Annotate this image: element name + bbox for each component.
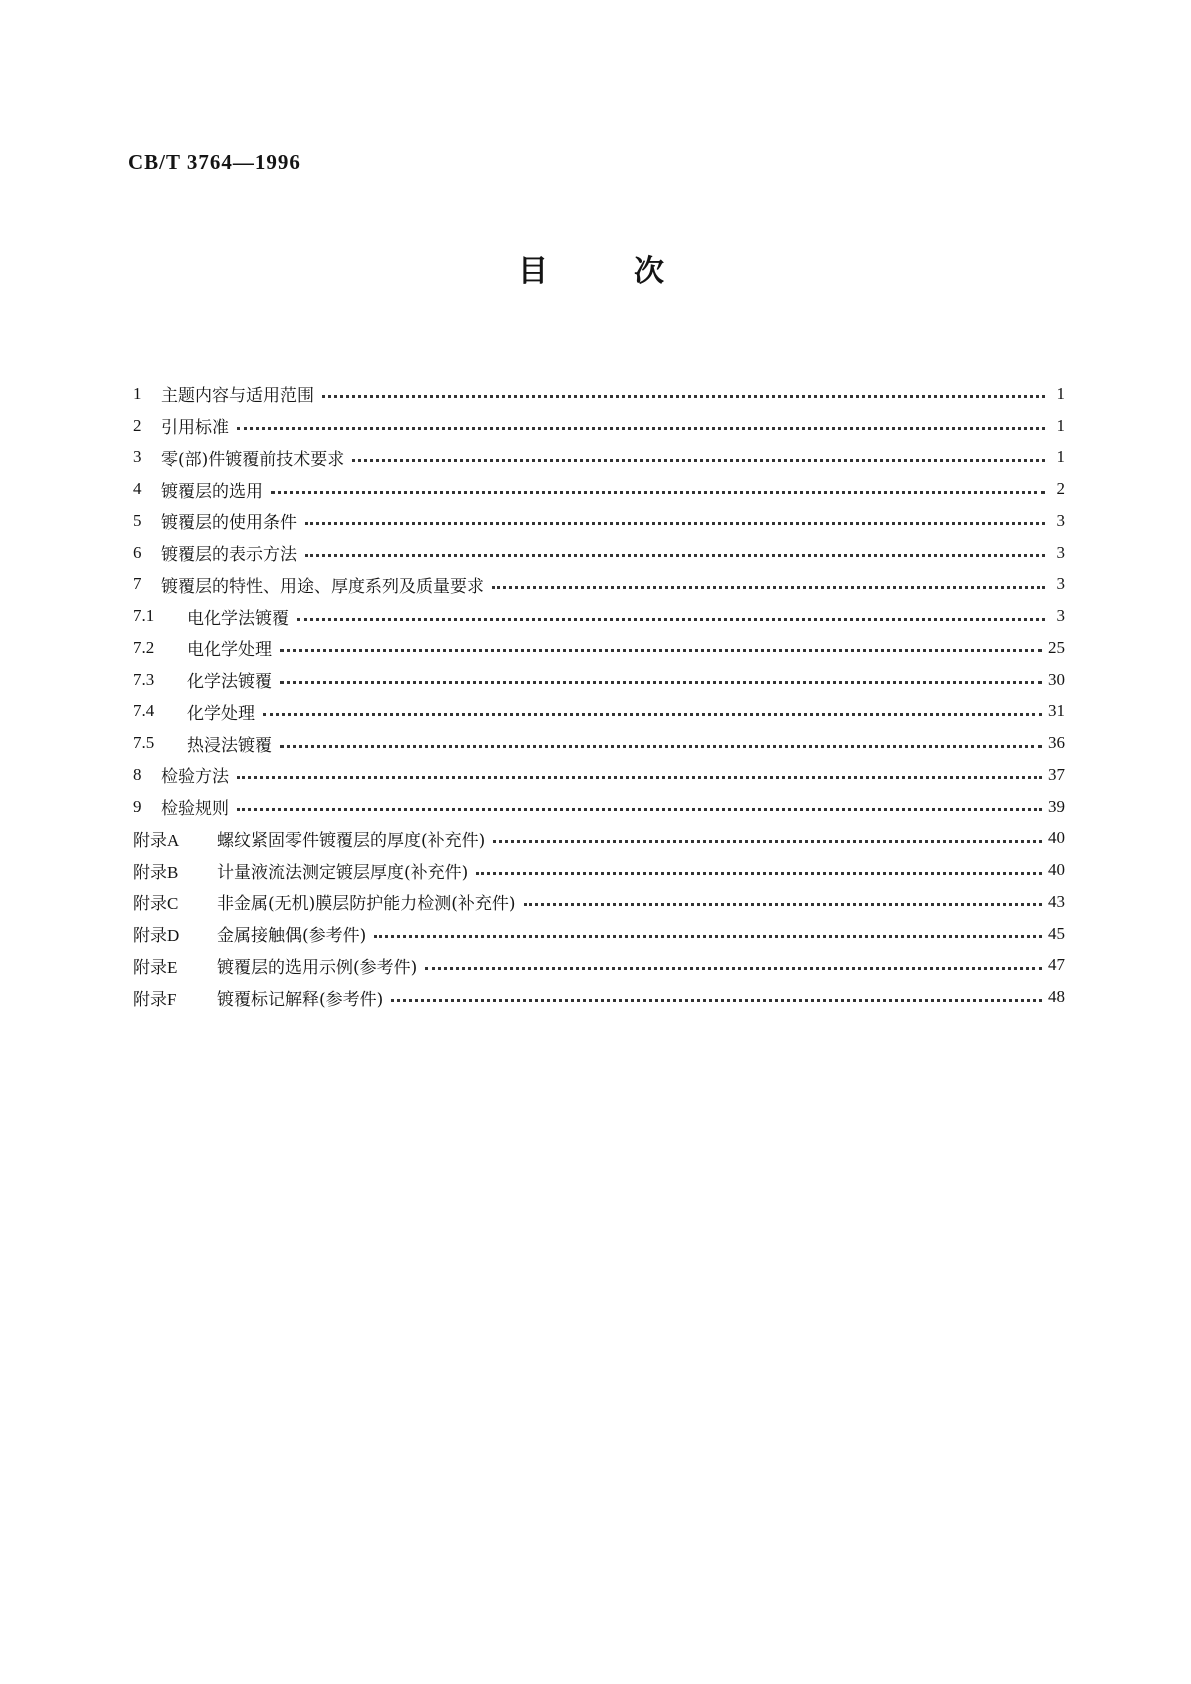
standard-number: CB/T 3764—1996	[128, 150, 301, 174]
toc-entry[interactable]	[133, 410, 1065, 442]
toc-entry-title: 螺纹紧固零件镀覆层的厚度(补充件)	[217, 830, 486, 851]
toc-entry[interactable]	[133, 600, 1065, 632]
toc-entry-number: 附录B	[133, 862, 179, 882]
toc-entry-page: 3	[1056, 606, 1065, 626]
toc-entry-number: 7	[133, 574, 142, 594]
toc-leader-dots	[280, 681, 1042, 684]
toc-entry-title: 化学法镀覆	[187, 672, 272, 693]
toc-entry[interactable]	[133, 378, 1065, 410]
toc-entry-page: 36	[1048, 733, 1065, 753]
toc-entry[interactable]	[133, 442, 1065, 474]
toc-entry-title: 检验方法	[161, 767, 229, 788]
toc-entry-page: 2	[1056, 479, 1065, 499]
toc-entry-page: 43	[1048, 891, 1065, 911]
toc-entry-title: 镀覆层的选用示例(参考件)	[217, 957, 418, 978]
toc-entry-page: 3	[1056, 510, 1065, 530]
toc-entry-page: 39	[1048, 796, 1065, 816]
toc-entry-page: 48	[1048, 987, 1065, 1007]
toc-entry-title: 镀覆层的使用条件	[161, 513, 297, 534]
toc-entry-page: 1	[1056, 415, 1065, 435]
toc-entry[interactable]	[133, 759, 1065, 791]
toc-leader-dots	[524, 903, 1042, 906]
toc-entry-number: 7.2	[133, 637, 155, 657]
toc-entry[interactable]	[133, 727, 1065, 759]
toc-leader-dots	[493, 840, 1042, 843]
toc-entry-number: 8	[133, 764, 142, 784]
toc-entry-page: 30	[1048, 669, 1065, 689]
toc-entry[interactable]	[133, 473, 1065, 505]
toc-entry[interactable]	[133, 696, 1065, 728]
toc-leader-dots	[237, 776, 1042, 779]
toc-entry[interactable]	[133, 981, 1065, 1013]
toc-entry[interactable]	[133, 950, 1065, 982]
toc-entry-page: 40	[1048, 860, 1065, 880]
toc-leader-dots	[280, 745, 1042, 748]
toc-entry-number: 附录F	[133, 989, 177, 1009]
toc-entry-page: 3	[1056, 574, 1065, 594]
toc-entry-page: 47	[1048, 955, 1065, 975]
toc-leader-dots	[374, 935, 1042, 938]
toc-entry[interactable]	[133, 886, 1065, 918]
toc-title: 目次	[518, 254, 750, 289]
toc-leader-dots	[297, 618, 1045, 621]
toc-leader-dots	[305, 522, 1045, 525]
toc-entry[interactable]	[133, 505, 1065, 537]
toc-entry-number: 附录C	[133, 894, 179, 914]
toc-leader-dots	[492, 586, 1045, 589]
toc-entry-page: 3	[1056, 542, 1065, 562]
toc-entry-title: 电化学处理	[187, 640, 272, 661]
toc-entry-title: 化学处理	[187, 703, 255, 724]
toc-leader-dots	[237, 427, 1045, 430]
toc-entry-number: 附录D	[133, 926, 180, 946]
toc-entry-number: 7.4	[133, 701, 155, 721]
toc-entry-number: 6	[133, 542, 142, 562]
toc-entry-title: 非金属(无机)膜层防护能力检测(补充件)	[217, 894, 516, 915]
toc-leader-dots	[280, 649, 1042, 652]
toc-leader-dots	[237, 808, 1042, 811]
toc-leader-dots	[425, 967, 1042, 970]
toc-entry-title: 镀覆层的表示方法	[161, 545, 297, 566]
toc-entry-page: 25	[1048, 637, 1065, 657]
toc-entry-title: 零(部)件镀覆前技术要求	[161, 449, 345, 470]
toc-entry[interactable]	[133, 537, 1065, 569]
toc-leader-dots	[391, 999, 1042, 1002]
toc-entry[interactable]	[133, 664, 1065, 696]
toc-entry-number: 附录A	[133, 830, 180, 850]
toc-entry-page: 45	[1048, 923, 1065, 943]
toc-entry[interactable]	[133, 918, 1065, 950]
toc-leader-dots	[305, 554, 1045, 557]
toc-leader-dots	[476, 872, 1042, 875]
toc-leader-dots	[263, 713, 1042, 716]
toc-entry-page: 37	[1048, 764, 1065, 784]
toc-entry-number: 9	[133, 796, 142, 816]
toc-entry[interactable]	[133, 823, 1065, 855]
toc-entry-title: 镀覆层的选用	[161, 481, 263, 502]
toc-entry-title: 镀覆标记解释(参考件)	[217, 989, 384, 1010]
toc-entry[interactable]	[133, 854, 1065, 886]
toc-leader-dots	[271, 491, 1045, 494]
toc-entry-number: 4	[133, 479, 142, 499]
toc-entry-title: 检验规则	[161, 799, 229, 820]
toc-entry-title: 主题内容与适用范围	[161, 386, 314, 407]
toc-entry-number: 附录E	[133, 957, 178, 977]
toc-entry-title: 电化学法镀覆	[187, 608, 289, 629]
toc-entry[interactable]	[133, 791, 1065, 823]
toc-entry-number: 7.1	[133, 606, 155, 626]
toc-entry-page: 31	[1048, 701, 1065, 721]
toc-entry-number: 7.5	[133, 733, 155, 753]
toc-entry-page: 1	[1056, 383, 1065, 403]
toc-entry-title: 镀覆层的特性、用途、厚度系列及质量要求	[161, 576, 484, 597]
toc-entry-number: 2	[133, 415, 142, 435]
toc-entry[interactable]	[133, 569, 1065, 601]
toc-leader-dots	[322, 395, 1045, 398]
toc-entry-title: 金属接触偶(参考件)	[217, 926, 367, 947]
toc-leader-dots	[352, 459, 1045, 462]
toc-entry-title: 计量液流法测定镀层厚度(补充件)	[217, 862, 469, 883]
toc-entry-page: 40	[1048, 828, 1065, 848]
table-of-contents	[133, 378, 1065, 1013]
toc-entry-page: 1	[1056, 447, 1065, 467]
toc-entry-number: 5	[133, 510, 142, 530]
toc-entry-title: 引用标准	[161, 418, 229, 439]
toc-entry-number: 3	[133, 447, 142, 467]
toc-entry-number: 7.3	[133, 669, 155, 689]
toc-entry-number: 1	[133, 383, 142, 403]
toc-entry[interactable]	[133, 632, 1065, 664]
toc-entry-title: 热浸法镀覆	[187, 735, 272, 756]
